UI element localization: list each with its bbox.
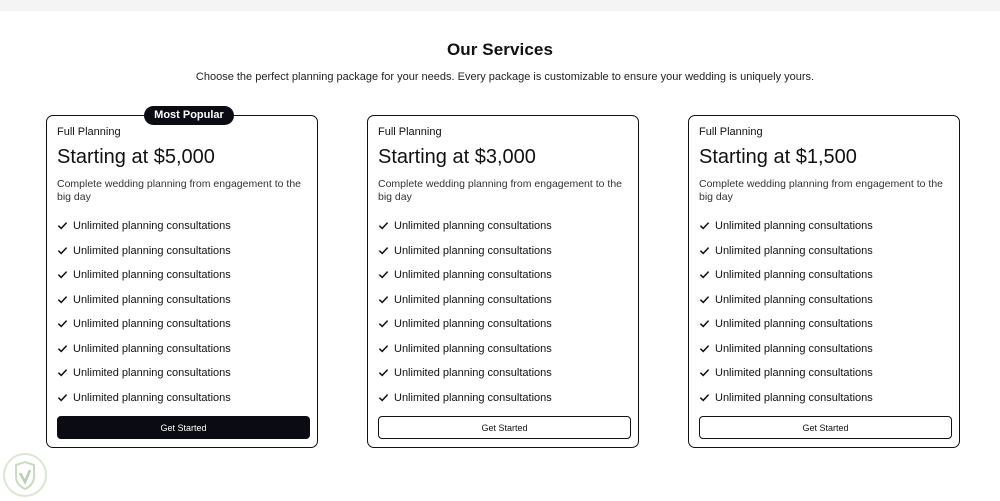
plan-price: Starting at $3,000: [378, 146, 536, 168]
feature-text: Unlimited planning consultations: [394, 244, 552, 257]
feature-item: [378, 366, 552, 391]
feature-item: [378, 219, 552, 244]
check-icon: [57, 343, 68, 354]
get-started-button[interactable]: Get Started: [378, 416, 631, 439]
plan-label: Full Planning: [378, 126, 442, 138]
feature-item: [699, 317, 873, 342]
check-icon: [57, 220, 68, 231]
check-icon: [57, 269, 68, 280]
feature-item: [57, 366, 231, 391]
feature-text: Unlimited planning consultations: [394, 220, 552, 232]
check-icon: [699, 220, 710, 231]
feature-item: [699, 219, 873, 244]
check-icon: [699, 392, 710, 403]
check-icon: [699, 245, 710, 256]
feature-list: [699, 219, 873, 415]
check-icon: [378, 245, 389, 256]
feature-text: Unlimited planning consultations: [715, 342, 873, 355]
plan-description: Complete wedding planning from engagement to the big day: [57, 178, 301, 203]
check-icon: [378, 220, 389, 231]
check-icon: [57, 367, 68, 378]
check-icon: [378, 367, 389, 378]
check-icon: [699, 318, 710, 329]
feature-text: Unlimited planning consultations: [394, 391, 552, 404]
check-icon: [378, 392, 389, 403]
feature-item: [378, 391, 552, 416]
get-started-button[interactable]: Get Started: [699, 416, 952, 439]
check-icon: [57, 392, 68, 403]
feature-text: Unlimited planning consultations: [73, 342, 231, 355]
check-icon: [57, 294, 68, 305]
feature-item: [699, 342, 873, 367]
feature-item: [57, 342, 231, 367]
feature-item: [57, 219, 231, 244]
feature-item: [699, 366, 873, 391]
feature-item: [378, 293, 552, 318]
feature-item: [378, 268, 552, 293]
most-popular-badge: Most Popular: [144, 106, 234, 125]
pricing-card: [46, 109, 318, 448]
plan-description: Complete wedding planning from engagement to the big day: [378, 178, 622, 203]
feature-item: [699, 391, 873, 416]
feature-text: Unlimited planning consultations: [73, 220, 231, 232]
check-icon: [57, 318, 68, 329]
check-icon: [378, 343, 389, 354]
feature-text: Unlimited planning consultations: [394, 342, 552, 355]
feature-item: [378, 317, 552, 342]
feature-item: [699, 293, 873, 318]
check-icon: [699, 269, 710, 280]
plan-description: Complete wedding planning from engagement to the big day: [699, 178, 943, 203]
feature-item: [57, 391, 231, 416]
feature-text: Unlimited planning consultations: [715, 220, 873, 232]
feature-text: Unlimited planning consultations: [73, 269, 231, 281]
check-icon: [378, 318, 389, 329]
feature-item: [57, 268, 231, 293]
section-title: Our Services: [446, 40, 554, 59]
check-icon: [378, 294, 389, 305]
shield-logo-icon: [2, 452, 48, 498]
feature-item: [57, 317, 231, 342]
feature-text: Unlimited planning consultations: [715, 318, 873, 330]
feature-item: [378, 342, 552, 367]
check-icon: [699, 367, 710, 378]
check-icon: [378, 269, 389, 280]
check-icon: [57, 245, 68, 256]
feature-text: Unlimited planning consultations: [73, 391, 231, 404]
feature-item: [699, 268, 873, 293]
feature-text: Unlimited planning consultations: [715, 391, 873, 404]
feature-text: Unlimited planning consultations: [73, 318, 231, 330]
feature-text: Unlimited planning consultations: [394, 269, 552, 281]
feature-item: [378, 244, 552, 269]
feature-item: [57, 293, 231, 318]
top-strip: [0, 0, 1000, 11]
check-icon: [699, 343, 710, 354]
feature-text: Unlimited planning consultations: [715, 367, 873, 379]
pricing-card: [688, 115, 960, 448]
feature-text: Unlimited planning consultations: [73, 367, 231, 379]
feature-text: Unlimited planning consultations: [73, 244, 231, 257]
plan-label: Full Planning: [699, 126, 763, 138]
check-icon: [699, 294, 710, 305]
feature-text: Unlimited planning consultations: [715, 244, 873, 257]
get-started-button[interactable]: Get Started: [57, 416, 310, 439]
feature-text: Unlimited planning consultations: [394, 367, 552, 379]
feature-text: Unlimited planning consultations: [715, 293, 873, 306]
feature-text: Unlimited planning consultations: [394, 293, 552, 306]
plan-label: Full Planning: [57, 126, 121, 138]
feature-item: [699, 244, 873, 269]
section-subtitle: Choose the perfect planning package for your needs. Every package is customizable to ensure your wedding is uniquely yours.: [195, 71, 815, 83]
feature-list: [378, 219, 552, 415]
feature-item: [57, 244, 231, 269]
feature-text: Unlimited planning consultations: [394, 318, 552, 330]
plan-price: Starting at $1,500: [699, 146, 857, 168]
pricing-card: [367, 115, 639, 448]
feature-text: Unlimited planning consultations: [715, 269, 873, 281]
feature-text: Unlimited planning consultations: [73, 293, 231, 306]
plan-price: Starting at $5,000: [57, 146, 215, 168]
feature-list: [57, 219, 231, 415]
